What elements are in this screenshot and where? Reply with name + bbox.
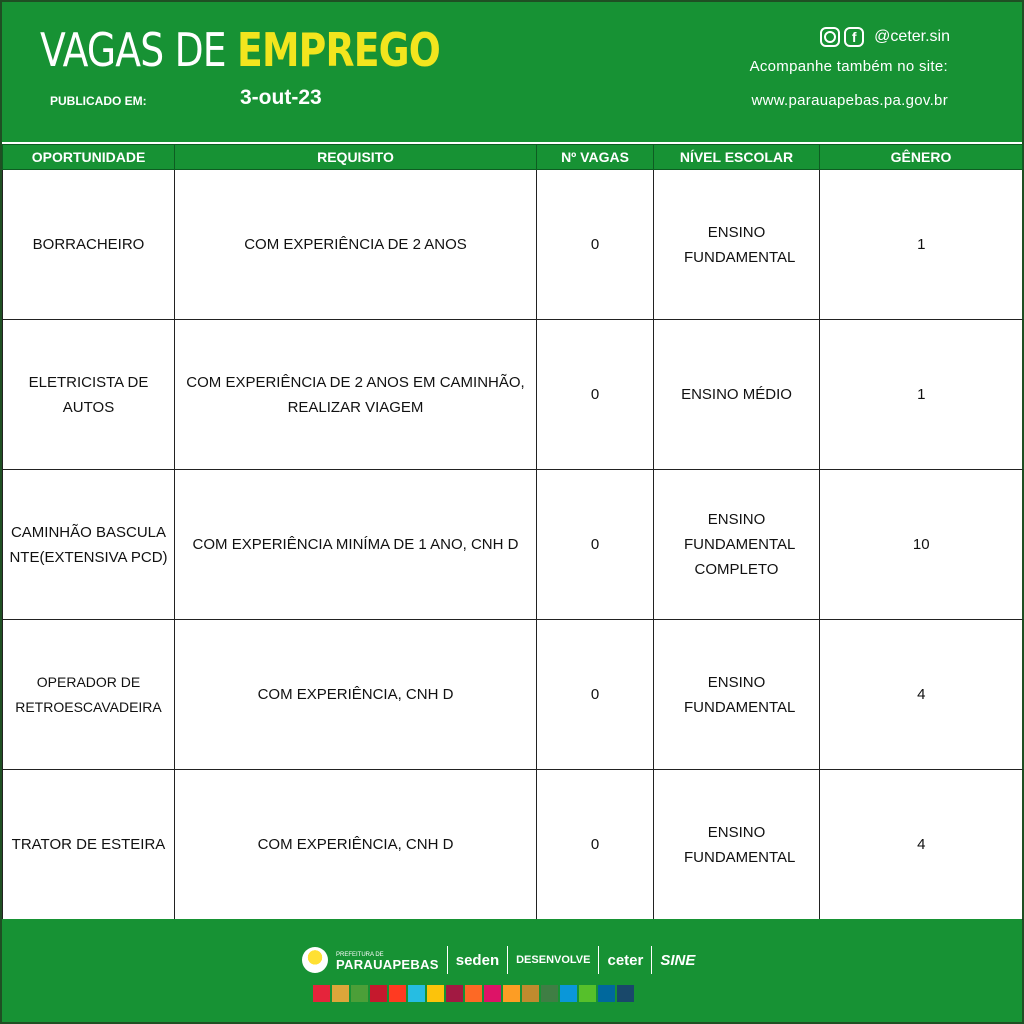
site-label: Acompanhe também no site:	[749, 58, 948, 75]
sdg-goal-5-icon	[389, 985, 406, 1002]
table-header-row	[3, 145, 1023, 170]
cell-nivel-escolar: ENSINO FUNDAMENTAL	[654, 170, 820, 320]
header-banner	[2, 2, 1022, 142]
cell-nivel-escolar: ENSINO FUNDAMENTAL	[654, 620, 820, 770]
cell-oportunidade: BORRACHEIRO	[3, 170, 175, 320]
column-header-requisito: REQUISITO	[175, 145, 537, 170]
sdg-goal-3-icon	[351, 985, 368, 1002]
logo-divider	[651, 946, 652, 974]
logo-ceter: ceter	[607, 951, 644, 969]
sdg-goal-6-icon	[408, 985, 425, 1002]
cell-requisito: COM EXPERIÊNCIA, CNH D	[175, 620, 537, 770]
table-row	[3, 770, 1023, 920]
partner-logos	[302, 943, 695, 977]
logo-seden: seden	[455, 951, 500, 969]
sdg-goal-8-icon	[446, 985, 463, 1002]
table-row	[3, 170, 1023, 320]
logo-divider	[447, 946, 448, 974]
sdg-goal-12-icon	[522, 985, 539, 1002]
column-header-nivel-escolar: NÍVEL ESCOLAR	[654, 145, 820, 170]
cell-vagas: 0	[537, 770, 654, 920]
cell-genero: 1	[820, 170, 1023, 320]
logo-parauapebas-big: PARAUAPEBAS	[336, 957, 439, 972]
cell-requisito: COM EXPERIÊNCIA, CNH D	[175, 770, 537, 920]
published-label: PUBLICADO EM:	[50, 94, 147, 108]
sdg-goal-17-icon	[617, 985, 634, 1002]
cell-oportunidade: TRATOR DE ESTEIRA	[3, 770, 175, 920]
sdg-goal-2-icon	[332, 985, 349, 1002]
facebook-icon[interactable]: f	[844, 27, 864, 47]
column-header-oportunidade: OPORTUNIDADE	[3, 145, 175, 170]
vacancies-table	[2, 144, 1023, 920]
logo-divider	[507, 946, 508, 974]
cell-nivel-escolar: ENSINO FUNDAMENTAL COMPLETO	[654, 470, 820, 620]
cell-genero: 4	[820, 620, 1023, 770]
cell-requisito: COM EXPERIÊNCIA MINÍMA DE 1 ANO, CNH D	[175, 470, 537, 620]
sdg-goal-13-icon	[541, 985, 558, 1002]
sdg-goal-9-icon	[465, 985, 482, 1002]
published-date: 3-out-23	[240, 86, 322, 109]
cell-genero: 1	[820, 320, 1023, 470]
cell-requisito: COM EXPERIÊNCIA DE 2 ANOS	[175, 170, 537, 320]
logo-parauapebas-small: PREFEITURA DE	[336, 952, 384, 958]
social-handle[interactable]: @ceter.sin	[874, 28, 950, 45]
sdg-goal-4-icon	[370, 985, 387, 1002]
page-title	[40, 22, 440, 78]
sdg-goal-11-icon	[503, 985, 520, 1002]
sdg-goal-16-icon	[598, 985, 615, 1002]
site-url[interactable]: www.parauapebas.pa.gov.br	[751, 92, 948, 109]
cell-nivel-escolar: ENSINO MÉDIO	[654, 320, 820, 470]
cell-genero: 10	[820, 470, 1023, 620]
sdg-goal-15-icon	[579, 985, 596, 1002]
table-row	[3, 470, 1023, 620]
cell-vagas: 0	[537, 170, 654, 320]
title-part-2: EMPREGO	[236, 23, 441, 77]
cell-genero: 4	[820, 770, 1023, 920]
logo-divider	[598, 946, 599, 974]
title-part-1: VAGAS DE	[40, 23, 237, 77]
logo-sine: SINE	[660, 951, 696, 969]
logo-desenvolve: DESENVOLVE	[516, 954, 591, 966]
column-header-vagas: Nº VAGAS	[537, 145, 654, 170]
social-links	[820, 24, 950, 50]
cell-vagas: 0	[537, 470, 654, 620]
instagram-icon[interactable]	[820, 27, 840, 47]
cell-requisito: COM EXPERIÊNCIA DE 2 ANOS EM CAMINHÃO, REALIZAR VIAGEM	[175, 320, 537, 470]
table-row	[3, 320, 1023, 470]
sdg-goal-14-icon	[560, 985, 577, 1002]
cell-oportunidade: CAMINHÃO BASCULANTE(EXTENSIVA PCD)	[3, 470, 175, 620]
table-row	[3, 620, 1023, 770]
sdg-icon-strip	[313, 985, 634, 1002]
sdg-goal-7-icon	[427, 985, 444, 1002]
parauapebas-star-icon	[302, 947, 328, 973]
column-header-genero: GÊNERO	[820, 145, 1023, 170]
footer-banner	[2, 919, 1022, 1022]
sdg-goal-10-icon	[484, 985, 501, 1002]
cell-nivel-escolar: ENSINO FUNDAMENTAL	[654, 770, 820, 920]
cell-vagas: 0	[537, 620, 654, 770]
cell-oportunidade: OPERADOR DE RETROESCAVADEIRA	[3, 620, 175, 770]
cell-vagas: 0	[537, 320, 654, 470]
sdg-goal-1-icon	[313, 985, 330, 1002]
cell-oportunidade: ELETRICISTA DE AUTOS	[3, 320, 175, 470]
logo-parauapebas	[336, 950, 439, 970]
